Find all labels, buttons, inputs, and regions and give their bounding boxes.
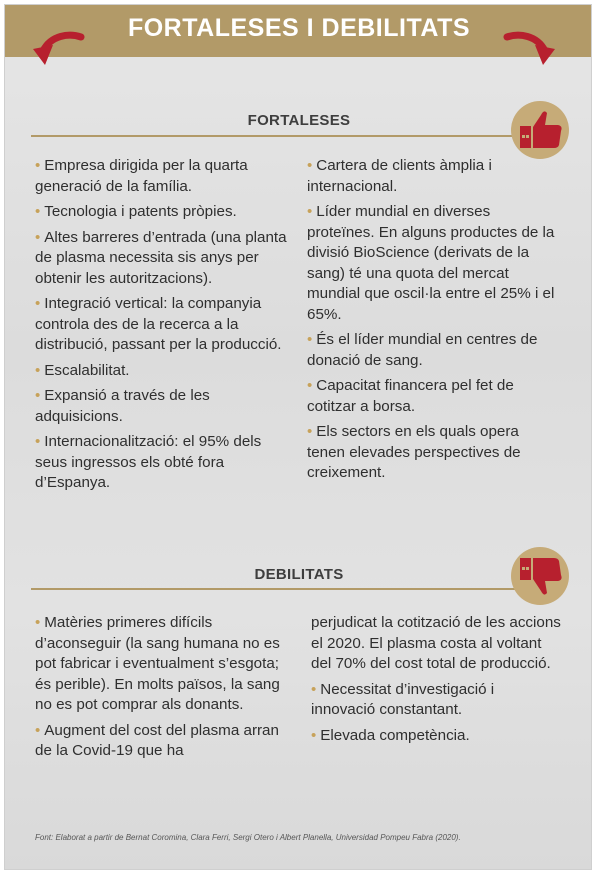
arrow-right-icon	[503, 31, 557, 71]
list-item: • Capacitat financera pel fet de cotitzar a borsa.	[307, 377, 514, 415]
thumbs-up-badge	[511, 101, 569, 159]
debilitats-divider	[31, 588, 527, 590]
list-item: • Augment del cost del plasma arran de la Covid-19 que ha	[35, 721, 279, 759]
fortaleses-right-list	[307, 156, 559, 489]
thumbs-down-icon	[511, 547, 569, 605]
list-item: • Expansió a través de les adquisicions.	[35, 387, 210, 425]
list-item: • Matèries primeres difícils d’aconseguir (la sang humana no es pot fabricar i eventualment s’esgota; és perible). En molts països, la sang no es pot comprar als donants.	[35, 614, 280, 713]
list-item: • Internacionalització: el 95% dels seus ingressos els obté fora d’Espanya.	[35, 433, 262, 491]
list-item: • És el líder mundial en centres de donació de sang.	[307, 331, 538, 369]
thumbs-down-badge	[511, 547, 569, 605]
fortaleses-title: FORTALESES	[247, 112, 351, 129]
debilitats-right-list	[311, 613, 561, 751]
list-item: • Altes barreres d’entrada (una planta de plasma necessita sis anys per obtenir les autoritzacions).	[35, 228, 287, 287]
list-item: • Líder mundial en diverses proteïnes. En alguns productes de la divisió BioScience (derivats de la sang) té una quota del mercat mundial que oscil·la entre el 25% i el 65%.	[307, 203, 555, 323]
arrow-left-icon	[31, 31, 85, 71]
list-item: • Cartera de clients àmplia i internacional.	[307, 157, 492, 195]
list-item: • Integració vertical: la companyia controla des de la recerca a la distribució, passant per la producció.	[35, 295, 282, 353]
list-item: • Empresa dirigida per la quarta generació de la família.	[35, 157, 248, 195]
list-item: • Elevada competència.	[311, 726, 470, 744]
list-item: • Necessitat d’investigació i innovació constantant.	[311, 680, 495, 718]
list-item: • Tecnologia i patents pròpies.	[35, 203, 237, 220]
list-item: • Els sectors en els quals opera tenen elevades perspectives de creixement.	[307, 423, 521, 481]
debilitats-left-list	[35, 613, 293, 767]
source-note: Font: Elaborat a partir de Bernat Coromina, Clara Ferri, Sergi Otero i Albert Planella, Universidad Pompeu Fabra (2020).	[35, 833, 461, 842]
thumbs-up-icon	[511, 101, 569, 159]
list-item-continuation: perjudicat la cotització de les accions el 2020. El plasma costa al voltant del 70% del cost total de producció.	[311, 614, 561, 672]
debilitats-title: DEBILITATS	[254, 566, 344, 583]
list-item: • Escalabilitat.	[35, 361, 130, 379]
swot-card	[4, 4, 592, 870]
fortaleses-divider	[31, 135, 527, 137]
fortaleses-left-list	[35, 156, 293, 499]
page-title: FORTALESES I DEBILITATS	[127, 14, 471, 42]
